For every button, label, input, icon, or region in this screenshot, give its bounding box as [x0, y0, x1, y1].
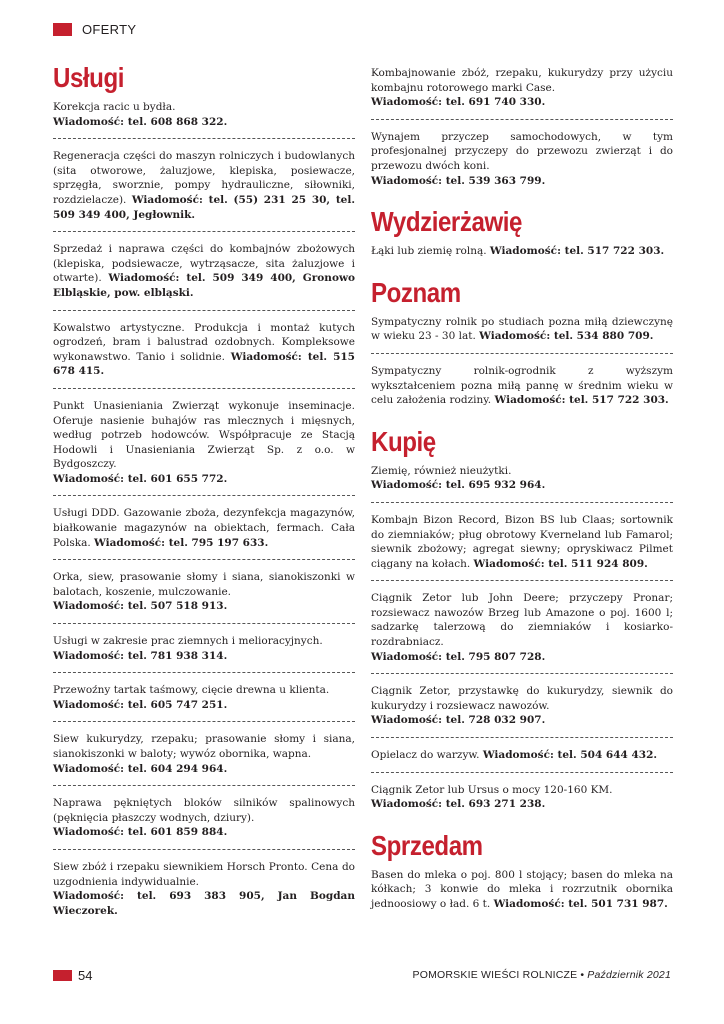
ad-item: Siew kukurydzy, rzepaku; prasowanie słomy i siana, sianokiszonki w baloty; wywóz obornika, wapna. Wiadomość: tel. 604 294 964. — [53, 733, 355, 775]
publication-info — [413, 969, 672, 981]
publication-title: POMORSKIE WIEŚCI ROLNICZE — [412, 969, 578, 981]
ad-item: Kowalstwo artystyczne. Produkcja i montaż kutych ogrodzeń, bram i balustrad ozdobnych. Kompleksowe wykonawstwo. Tanio i solidnie. Wiadomość: tel. 515 678 415. — [53, 321, 355, 378]
dashed-separator — [371, 673, 673, 674]
dashed-separator — [371, 353, 673, 354]
ad-item: Punkt Unasieniania Zwierząt wykonuje inseminacje. Oferuje nasienie buhajów ras mlecznych i mięsnych, według potrzeb hodowców. Współpracuje ze Stacją Hodowli i Unasieniania Zwierząt Sp. z o.o. w Bydgoszczy. Wiadomość: tel. 601 655 772. — [53, 399, 355, 485]
ad-item: Naprawa pękniętych bloków silników spalinowych (pęknięcia płaszczy wodnych, dziury). Wiadomość: tel. 601 859 884. — [53, 797, 355, 839]
left-column — [53, 62, 355, 918]
ad-item: Regeneracja części do maszyn rolniczych i budowlanych (sita otworowe, żaluzjowe, klepiska, posiewacze, sprzęgła, sworznie, pompy hydrauliczne, siłowniki, rozdzielacze). Wiadomość: tel. (55) 231 25 30, tel. 509 349 400, Jegłownik. — [53, 150, 356, 221]
header-red-marker — [53, 23, 72, 36]
ad-item: Ziemię, również nieużytki. Wiadomość: tel. 695 932 964. — [371, 464, 546, 492]
page-footer — [53, 967, 671, 983]
dashed-separator — [53, 310, 355, 311]
ad-item: Usługi DDD. Gazowanie zboża, dezynfekcja magazynów, białkowanie magazynów na obiektach, fermach. Cała Polska. Wiadomość: tel. 795 197 633. — [53, 507, 355, 549]
right-column — [371, 66, 673, 912]
page-number: 54 — [78, 967, 93, 983]
dashed-separator — [53, 559, 355, 560]
ad-item: Usługi w zakresie prac ziemnych i melioracyjnych. Wiadomość: tel. 781 938 314. — [53, 635, 323, 662]
ad-item: Wynajem przyczep samochodowych, w tym profesjonalnej przyczepy do przewozu zwierząt i do przewozu dwóch koni. Wiadomość: tel. 539 363 799. — [371, 130, 673, 187]
ad-item: Przewoźny tartak taśmowy, cięcie drewna u klienta. Wiadomość: tel. 605 747 251. — [53, 684, 330, 711]
ad-item: Ciągnik Zetor lub Ursus o mocy 120-160 KM. Wiadomość: tel. 693 271 238. — [371, 783, 613, 811]
dashed-separator — [53, 672, 355, 673]
ad-item: Siew zbóż i rzepaku siewnikiem Horsch Pronto. Cena do uzgodnienia indywidualnie. Wiadomość: tel. 693 383 905, Jan Bogdan Wieczorek. — [53, 860, 355, 917]
ad-item: Ciągnik Zetor, przystawkę do kukurydzy, siewnik do kukurydzy i rozsiewacz nawozów. Wiadomość: tel. 728 032 907. — [371, 685, 673, 727]
ad-item: Sympatyczny rolnik-ogrodnik z wyższym wykształceniem pozna miłą pannę w średnim wieku w celu założenia rodziny. Wiadomość: tel. 517 722 303. — [371, 364, 673, 407]
ad-item: Kombajnowanie zbóż, rzepaku, kukurydzy przy użyciu kombajnu rotorowego marki Case. Wiadomość: tel. 691 740 330. — [371, 67, 673, 109]
ad-item: Orka, siew, prasowanie słomy i siana, sianokiszonki w balotach, koszenie, mulczowanie. Wiadomość: tel. 507 518 913. — [53, 571, 355, 613]
heading-poznam: Poznam — [371, 276, 461, 308]
dashed-separator — [53, 785, 355, 786]
bullet: • — [580, 969, 585, 981]
ad-item: Ciągnik Zetor lub John Deere; przyczepy Pronar; rozsiewacz nawozów Brzeg lub Amazone o poj. 1600 l; sadzarkę talerzową do ziemniaków i kosiarko-rozdrabniacz. Wiadomość: tel. 795 807 728. — [371, 592, 673, 663]
heading-kupie: Kupię — [371, 425, 436, 457]
dashed-separator — [53, 849, 355, 850]
ad-item: Opielacz do warzyw. Wiadomość: tel. 504 644 432. — [371, 749, 658, 762]
dashed-separator — [53, 388, 355, 389]
dashed-separator — [53, 721, 355, 722]
ad-item: Korekcja racic u bydła. Wiadomość: tel. 608 868 322. — [53, 101, 228, 128]
footer-red-marker — [53, 970, 72, 981]
ad-item: Basen do mleka o poj. 800 l stojący; basen do mleka na kółkach; 3 konwie do mleka i rozrzutnik obornika jednoosiowy o ład. 6 t. Wiadomość: tel. 501 731 987. — [371, 868, 673, 910]
ad-item: Łąki lub ziemię rolną. Wiadomość: tel. 517 722 303. — [371, 245, 665, 258]
dashed-separator — [371, 737, 673, 738]
issue-date: Październik 2021 — [587, 969, 671, 981]
page-header — [53, 18, 136, 40]
dashed-separator — [53, 623, 355, 624]
dashed-separator — [53, 231, 355, 232]
heading-uslugi: Usługi — [53, 62, 125, 93]
heading-wydzierzawie: Wydzierżawię — [371, 206, 522, 238]
heading-sprzedam: Sprzedam — [371, 829, 483, 861]
ad-item: Kombajn Bizon Record, Bizon BS lub Claas; sortownik do ziemniaków; pług obrotowy Kverneland lub Famarol; siewnik zbożowy; agregat siewny; opryskiwacz Pilmet ciągany na kołach. Wiadomość: tel. 511 924 809. — [371, 513, 673, 570]
ad-item: Sympatyczny rolnik po studiach pozna miłą dziewczynę w wieku 23 - 30 lat. Wiadomość: tel. 534 880 709. — [371, 315, 673, 343]
dashed-separator — [53, 495, 355, 496]
dashed-separator — [371, 502, 673, 503]
dashed-separator — [53, 138, 355, 139]
dashed-separator — [371, 119, 673, 120]
dashed-separator — [371, 772, 673, 773]
section-label: OFERTY — [82, 21, 137, 37]
ad-item: Sprzedaż i naprawa części do kombajnów zbożowych (klepiska, podsiewacze, wytrząsacze, sita żaluzjowe i otwarte). Wiadomość: tel. 509 349 400, Gronowo Elbląskie, pow. elbląski. — [53, 243, 355, 299]
dashed-separator — [371, 580, 673, 581]
